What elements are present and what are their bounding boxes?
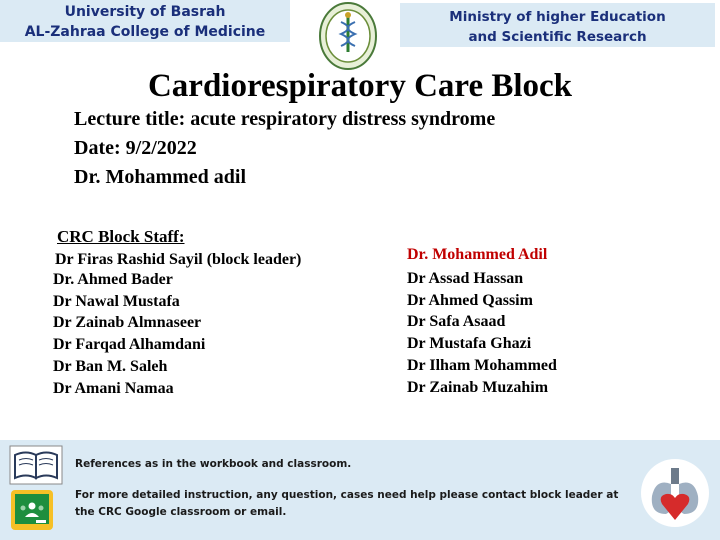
staff-member: Dr Ilham Mohammed xyxy=(407,356,557,374)
staff-highlight: Dr. Mohammed Adil xyxy=(407,246,548,263)
staff-heading: CRC Block Staff: xyxy=(57,227,185,246)
university-logo xyxy=(319,2,377,70)
page-title: Cardiorespiratory Care Block xyxy=(147,68,573,104)
staff-member: Dr Ahmed Qassim xyxy=(407,291,533,309)
staff-member: Dr Zainab Muzahim xyxy=(407,378,549,396)
book-icon xyxy=(9,445,63,485)
ministry-line-1: Ministry of higher Education xyxy=(449,9,666,25)
lecture-date: Date: 9/2/2022 xyxy=(74,137,197,159)
staff-member: Dr Farqad Alhamdani xyxy=(53,336,206,354)
header-ministry-box xyxy=(400,3,715,47)
header-university-box xyxy=(0,0,290,42)
lungs-heart-icon xyxy=(640,458,710,528)
staff-member: Dr Zainab Almnaseer xyxy=(53,314,202,332)
lecture-title: Lecture title: acute respiratory distress syndrome xyxy=(74,108,496,130)
google-classroom-icon xyxy=(11,490,53,530)
staff-member: Dr. Ahmed Bader xyxy=(53,271,173,288)
university-name: University of Basrah xyxy=(64,4,226,20)
staff-member: Dr Ban M. Saleh xyxy=(53,357,168,375)
staff-list-left xyxy=(53,269,205,399)
staff-member: Dr Amani Namaa xyxy=(53,379,174,397)
college-name: AL-Zahraa College of Medicine xyxy=(24,24,266,40)
staff-list-right xyxy=(407,268,557,398)
staff-member: Dr Safa Asaad xyxy=(407,313,506,331)
instructions-note: For more detailed instruction, any question, cases need help please contact block leader at the CRC Google classroom or email. xyxy=(75,489,619,518)
block-leader: Dr Firas Rashid Sayil (block leader) xyxy=(55,251,302,268)
lecture-doctor: Dr. Mohammed adil xyxy=(74,166,247,188)
staff-member: Dr Mustafa Ghazi xyxy=(407,335,532,353)
staff-member: Dr Nawal Mustafa xyxy=(53,292,180,310)
ministry-line-2: and Scientific Research xyxy=(468,29,647,45)
references-note: References as in the workbook and classroom. xyxy=(75,458,352,470)
staff-member: Dr Assad Hassan xyxy=(407,270,524,287)
